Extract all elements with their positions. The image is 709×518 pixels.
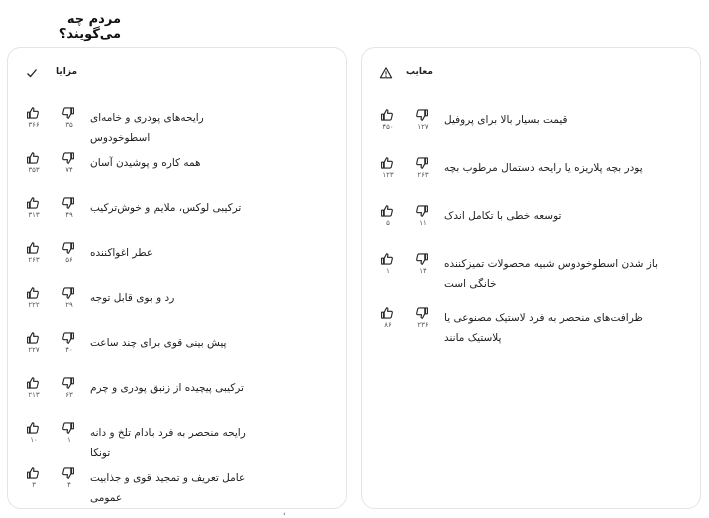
thumbs-up-button[interactable] [23, 286, 45, 316]
thumbs-up-icon [26, 151, 40, 165]
upvote-count: ۳۵۳ [28, 166, 40, 174]
thumbs-up-icon [26, 106, 40, 120]
upvote-count: ۱۲۳ [382, 171, 394, 179]
thumbs-up-icon [380, 204, 394, 218]
list-item [362, 204, 700, 234]
thumbs-up-icon [26, 286, 40, 300]
thumbs-up-icon [380, 306, 394, 320]
list-item [8, 106, 346, 144]
thumbs-up-button[interactable] [23, 376, 45, 406]
thumbs-up-button[interactable] [377, 156, 399, 186]
item-text: رایحه‌های پودری و خامه‌ای اسطوخودوس [90, 112, 204, 144]
thumbs-up-button[interactable] [377, 252, 399, 282]
thumbs-down-button[interactable] [58, 241, 80, 271]
item-text: توسعه خطی با تکامل اندک [444, 210, 562, 222]
list-item [8, 241, 346, 271]
upvote-count: ۲۱۳ [28, 391, 40, 399]
upvote-count: ۱۰ [30, 436, 38, 444]
list-item [362, 306, 700, 344]
upvote-count: ۱ [386, 267, 390, 275]
downvote-count: ۱۴ [419, 267, 427, 275]
thumbs-down-icon [61, 376, 75, 390]
thumbs-down-button[interactable] [412, 306, 434, 336]
upvote-count: ۸۶ [384, 321, 392, 329]
thumbs-down-button[interactable] [412, 252, 434, 282]
thumbs-down-button[interactable] [412, 108, 434, 138]
downvote-count: ۴۹ [65, 211, 73, 219]
item-text: ترکیبی پیچیده از زنبق پودری و چرم [90, 382, 244, 394]
thumbs-down-button[interactable] [412, 204, 434, 234]
list-item [8, 466, 346, 504]
item-text: عامل تعریف و تمجید قوی و جذابیت عمومی [90, 472, 246, 504]
thumbs-down-button[interactable] [58, 421, 80, 451]
item-text: پودر بچه پلاریزه یا رایحه دستمال مرطوب بچه [444, 162, 643, 174]
item-text: باز شدن اسطوخودوس شبیه محصولات تمیزکننده خانگی است [444, 258, 659, 290]
thumbs-down-button[interactable] [58, 286, 80, 316]
upvote-count: ۳۱۳ [28, 211, 40, 219]
item-text: عطر اغواکننده [90, 247, 154, 259]
pros-header-label: مزایا [56, 67, 78, 77]
upvote-count: ۲۲۲ [28, 301, 40, 309]
thumbs-up-icon [26, 421, 40, 435]
downvote-count: ۷۴ [65, 166, 73, 174]
thumbs-down-icon [61, 241, 75, 255]
thumbs-down-icon [61, 106, 75, 120]
thumbs-down-icon [61, 466, 75, 480]
list-item [8, 376, 346, 406]
page-title: مردم چه می‌گویند؟ [58, 12, 121, 42]
thumbs-up-button[interactable] [23, 196, 45, 226]
downvote-count: ۴۰ [65, 346, 73, 354]
thumbs-down-icon [61, 286, 75, 300]
thumbs-up-icon [26, 376, 40, 390]
thumbs-up-button[interactable] [23, 331, 45, 361]
item-text: پیش بینی قوی برای چند ساعت [90, 337, 227, 349]
list-item [8, 286, 346, 316]
thumbs-down-button[interactable] [58, 331, 80, 361]
downvote-count: ۶۳ [65, 391, 73, 399]
thumbs-up-button[interactable] [377, 204, 399, 234]
thumbs-up-icon [26, 466, 40, 480]
item-text: همه کاره و پوشیدن آسان [90, 157, 201, 169]
thumbs-down-button[interactable] [58, 196, 80, 226]
thumbs-up-icon [26, 331, 40, 345]
thumbs-up-button[interactable] [23, 151, 45, 181]
thumbs-down-icon [415, 252, 429, 266]
thumbs-up-icon [380, 156, 394, 170]
item-text: ترکیبی لوکس، ملایم و خوش‌ترکیب [90, 202, 242, 214]
thumbs-up-button[interactable] [23, 106, 45, 136]
cons-header-label: معایب [406, 67, 433, 77]
downvote-count: ۳۵ [65, 121, 73, 129]
downvote-count: ۴ [67, 481, 71, 489]
warning-icon [379, 66, 393, 80]
downvote-count: ۱ [67, 436, 71, 444]
upvote-count: ۳ [32, 481, 36, 489]
thumbs-down-button[interactable] [58, 151, 80, 181]
thumbs-down-icon [415, 108, 429, 122]
item-text: ظرافت‌های منحصر به فرد لاستیک مصنوعی یا پلاستیک مانند [444, 312, 643, 344]
upvote-count: ۲۲۷ [28, 346, 40, 354]
thumbs-down-button[interactable] [58, 106, 80, 136]
thumbs-up-button[interactable] [23, 466, 45, 496]
thumbs-up-icon [380, 108, 394, 122]
thumbs-down-button[interactable] [58, 466, 80, 496]
downvote-count: ۲۹ [65, 301, 73, 309]
item-text: رایحه منحصر به فرد بادام تلخ و دانه تونکا [90, 427, 246, 459]
thumbs-down-button[interactable] [412, 156, 434, 186]
cons-header [376, 66, 686, 82]
upvote-count: ۵ [386, 219, 390, 227]
downvote-count: ۲۶۳ [417, 171, 429, 179]
pros-panel [7, 47, 347, 509]
thumbs-down-icon [61, 196, 75, 210]
list-item [8, 421, 346, 459]
upvote-count: ۴۵۰ [382, 123, 394, 131]
downvote-count: ۱۱ [419, 219, 427, 227]
chevron-icon[interactable]: ‹ [283, 510, 286, 518]
item-text: رد و بوی قابل توجه [90, 292, 175, 304]
thumbs-up-button[interactable] [23, 241, 45, 271]
downvote-count: ۲۳۶ [417, 321, 429, 329]
downvote-count: ۱۲۷ [417, 123, 429, 131]
downvote-count: ۵۶ [65, 256, 73, 264]
item-text: قیمت بسیار بالا برای پروفیل [444, 114, 568, 126]
thumbs-up-button[interactable] [377, 306, 399, 336]
thumbs-down-icon [415, 306, 429, 320]
list-item [362, 252, 700, 290]
thumbs-down-icon [61, 421, 75, 435]
thumbs-down-button[interactable] [58, 376, 80, 406]
check-icon [25, 66, 39, 80]
list-item [362, 108, 700, 138]
thumbs-down-icon [415, 204, 429, 218]
list-item [362, 156, 700, 186]
thumbs-up-icon [26, 241, 40, 255]
cons-panel [361, 47, 701, 509]
list-item [8, 196, 346, 226]
thumbs-up-button[interactable] [23, 421, 45, 451]
thumbs-down-icon [61, 151, 75, 165]
thumbs-up-button[interactable] [377, 108, 399, 138]
thumbs-down-icon [415, 156, 429, 170]
upvote-count: ۳۶۶ [28, 121, 40, 129]
list-item [8, 331, 346, 361]
thumbs-up-icon [26, 196, 40, 210]
upvote-count: ۲۶۳ [28, 256, 40, 264]
thumbs-down-icon [61, 331, 75, 345]
pros-header [22, 66, 332, 82]
list-item [8, 151, 346, 181]
thumbs-up-icon [380, 252, 394, 266]
